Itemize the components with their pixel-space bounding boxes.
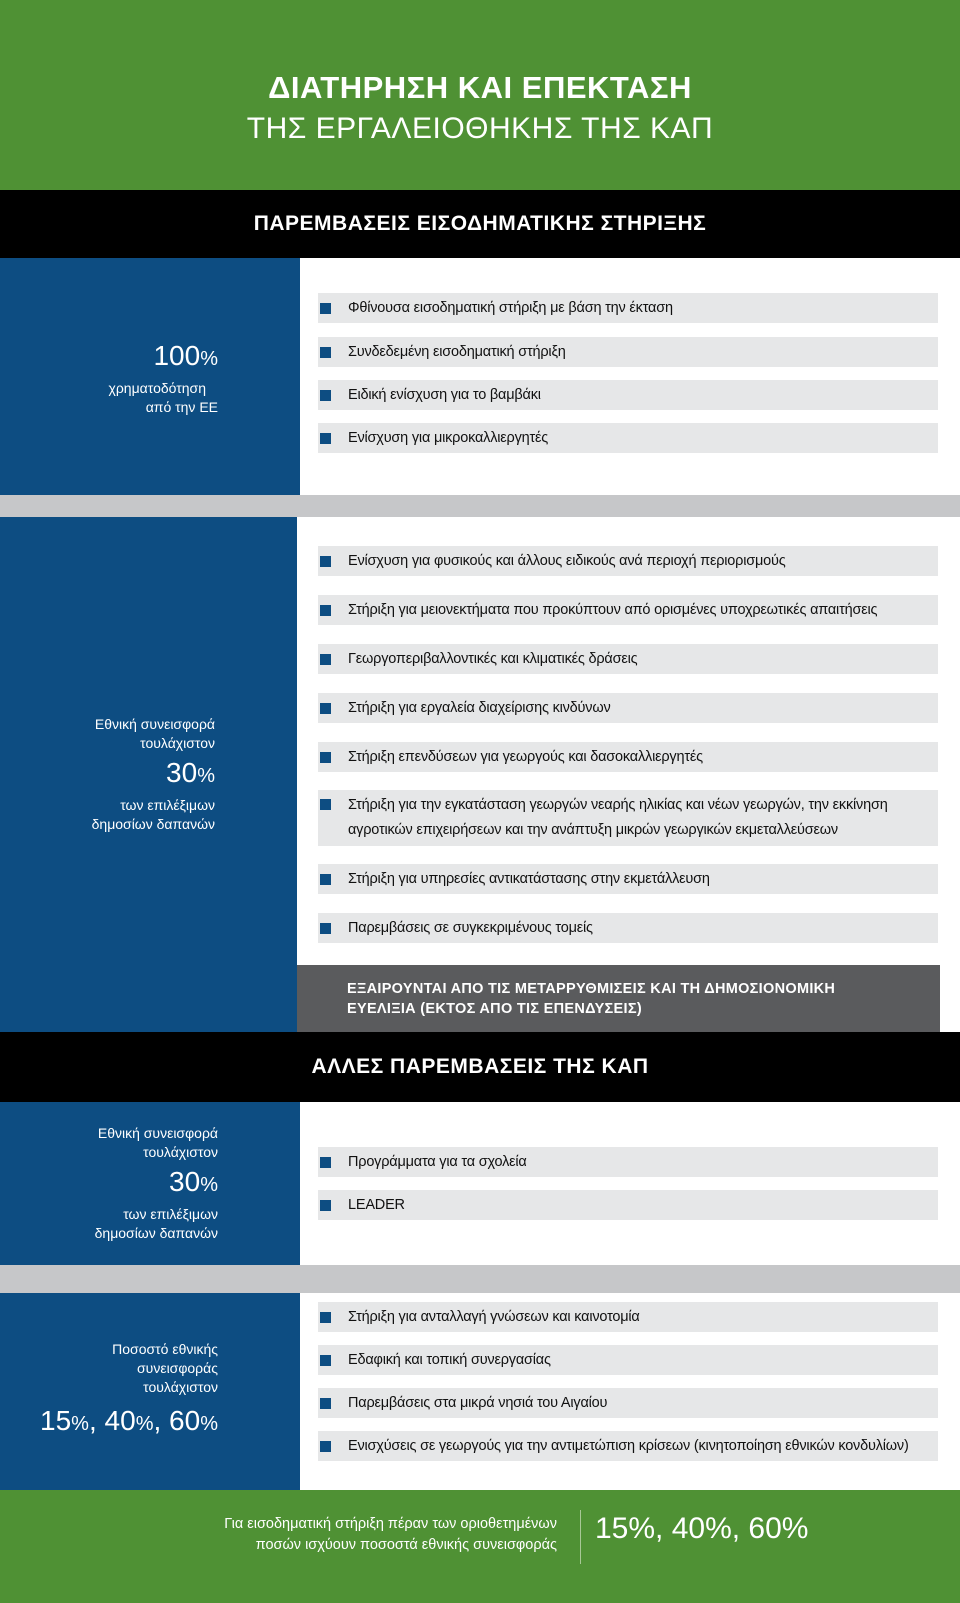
- funding-label: δημοσίων δαπανών: [94, 1225, 218, 1241]
- list-item-label: Στήριξη για ανταλλαγή γνώσεων και καινοτομία: [348, 1309, 640, 1325]
- bullet-square-icon: [320, 923, 331, 934]
- list-item-label: Στήριξη επενδύσεων για γεωργούς και δασοκαλλιεργητές: [348, 749, 703, 765]
- bullet-square-icon: [320, 390, 331, 401]
- bullet-square-icon: [320, 1441, 331, 1452]
- bullet-square-icon: [320, 1200, 331, 1211]
- bullet-square-icon: [320, 752, 331, 763]
- footer: [0, 1490, 960, 1603]
- list-item-label: Στήριξη για μειονεκτήματα που προκύπτουν από ορισμένες υποχρεωτικές απαιτήσεις: [348, 602, 878, 618]
- list-item: [318, 742, 938, 772]
- section2-title: ΑΛΛΕΣ ΠΑΡΕΜΒΑΣΕΙΣ ΤΗΣ ΚΑΠ: [0, 1032, 960, 1102]
- list-item-label: Ενίσχυση για μικροκαλλιεργητές: [348, 430, 549, 446]
- bullet-square-icon: [320, 874, 331, 885]
- list-item-label: Ενίσχυση για φυσικούς και άλλους ειδικούς ανά περιοχή περιορισμούς: [348, 553, 786, 569]
- list-item: [318, 790, 938, 846]
- list-item-label: Εδαφική και τοπική συνεργασίας: [348, 1352, 551, 1368]
- list-item: [318, 1345, 938, 1375]
- list-item-label: Συνδεδεμένη εισοδηματική στήριξη: [348, 344, 566, 360]
- funding-label: από την ΕΕ: [145, 399, 218, 415]
- funding-label: δημοσίων δαπανών: [91, 816, 215, 832]
- list-item-label: Ενισχύσεις σε γεωργούς για την αντιμετώπιση κρίσεων (κινητοποίηση εθνικών κονδυλίων): [348, 1438, 909, 1454]
- funding-panel-rates: [0, 1293, 300, 1490]
- list-item: [318, 1431, 938, 1461]
- bullet-square-icon: [320, 799, 331, 810]
- funding-value: 100%: [153, 340, 218, 371]
- bullet-square-icon: [320, 433, 331, 444]
- list-item: [318, 595, 938, 625]
- funding-label: των επιλέξιμων: [120, 797, 215, 813]
- list-item-label: Παρεμβάσεις σε συγκεκριμένους τομείς: [348, 920, 593, 936]
- list-item: [318, 864, 938, 894]
- funding-label: χρηματοδότηση: [108, 380, 206, 396]
- funding-label: Εθνική συνεισφορά: [94, 716, 215, 732]
- footer-value: 15%, 40%, 60%: [595, 1512, 809, 1545]
- list-item-label: Στήριξη για την εγκατάσταση γεωργών νεαρής ηλικίας και νέων γεωργών, την εκκίνηση αγροτικών επιχειρήσεων και την ανάπτυξη μικρών γεωργικών εκμεταλλεύσεων: [348, 797, 888, 838]
- list-item: [318, 1388, 938, 1418]
- bullet-square-icon: [320, 1312, 331, 1323]
- list-item-label: Γεωργοπεριβαλλοντικές και κλιματικές δράσεις: [348, 651, 638, 667]
- exclusion-line: ΕΥΕΛΙΞΙΑ (ΕΚΤΟΣ ΑΠΟ ΤΙΣ ΕΠΕΝΔΥΣΕΙΣ): [347, 1001, 642, 1017]
- title-line1: ΔΙΑΤΗΡΗΣΗ ΚΑΙ ΕΠΕΚΤΑΣΗ: [268, 70, 692, 105]
- list-item: [318, 1147, 938, 1177]
- footer-line: ποσών ισχύουν ποσοστά εθνικής συνεισφοράς: [255, 1537, 557, 1553]
- list-item: [318, 337, 938, 367]
- list-item: [318, 546, 938, 576]
- divider: [0, 495, 960, 517]
- list-item: [318, 423, 938, 453]
- funding-panel-other: [0, 1102, 300, 1265]
- funding-label: τουλάχιστον: [143, 1378, 218, 1395]
- list-item: [318, 293, 938, 323]
- bullet-square-icon: [320, 347, 331, 358]
- header: [0, 0, 960, 190]
- funding-label: των επιλέξιμων: [123, 1206, 218, 1222]
- bullet-square-icon: [320, 1398, 331, 1409]
- list-item-label: Ειδική ενίσχυση για το βαμβάκι: [348, 387, 541, 403]
- bullet-square-icon: [320, 556, 331, 567]
- divider: [0, 1265, 960, 1293]
- section1-title: ΠΑΡΕΜΒΑΣΕΙΣ ΕΙΣΟΔΗΜΑΤΙΚΗΣ ΣΤΗΡΙΞΗΣ: [0, 190, 960, 258]
- funding-label: τουλάχιστον: [143, 1144, 218, 1160]
- funding-label: Εθνική συνεισφορά: [97, 1125, 218, 1141]
- list-item-label: Φθίνουσα εισοδηματική στήριξη με βάση την έκταση: [348, 300, 673, 316]
- bullet-square-icon: [320, 654, 331, 665]
- list-item: [318, 1302, 938, 1332]
- funding-label: συνεισφοράς: [137, 1359, 218, 1376]
- list-item-label: LEADER: [348, 1197, 405, 1213]
- list-item-label: Παρεμβάσεις στα μικρά νησιά του Αιγαίου: [348, 1395, 608, 1411]
- list-item: [318, 380, 938, 410]
- bullet-square-icon: [320, 605, 331, 616]
- funding-value: 15%, 40%, 60%: [40, 1404, 218, 1436]
- footer-separator: [580, 1510, 581, 1564]
- list-item: [318, 913, 938, 943]
- list-item-label: Στήριξη για υπηρεσίες αντικατάστασης στην εκμετάλλευση: [348, 871, 710, 887]
- funding-panel-eu: [0, 258, 300, 495]
- exclusion-line: ΕΞΑΙΡΟΥΝΤΑΙ ΑΠΟ ΤΙΣ ΜΕΤΑΡΡΥΘΜΙΣΕΙΣ ΚΑΙ ΤΗ ΔΗΜΟΣΙΟΝΟΜΙΚΗ: [347, 981, 836, 997]
- bullet-square-icon: [320, 303, 331, 314]
- bullet-square-icon: [320, 1157, 331, 1168]
- funding-value: 30%: [169, 1166, 218, 1197]
- title-line2: ΤΗΣ ΕΡΓΑΛΕΙΟΘΗΚΗΣ ΤΗΣ ΚΑΠ: [246, 112, 714, 145]
- list-item: [318, 1190, 938, 1220]
- list-item-label: Στήριξη για εργαλεία διαχείρισης κινδύνων: [348, 700, 611, 716]
- list-item-label: Προγράμματα για τα σχολεία: [348, 1154, 527, 1170]
- exclusion-note: [297, 965, 940, 1032]
- bullet-square-icon: [320, 703, 331, 714]
- list-item: [318, 644, 938, 674]
- footer-line: Για εισοδηματική στήριξη πέραν των οριοθετημένων: [224, 1516, 557, 1532]
- funding-value: 30%: [166, 757, 215, 788]
- list-item: [318, 693, 938, 723]
- funding-label: τουλάχιστον: [140, 735, 215, 751]
- footer-text: [224, 1514, 557, 1556]
- funding-panel-national: [0, 517, 297, 1032]
- funding-label: Ποσοστό εθνικής: [112, 1340, 218, 1357]
- bullet-square-icon: [320, 1355, 331, 1366]
